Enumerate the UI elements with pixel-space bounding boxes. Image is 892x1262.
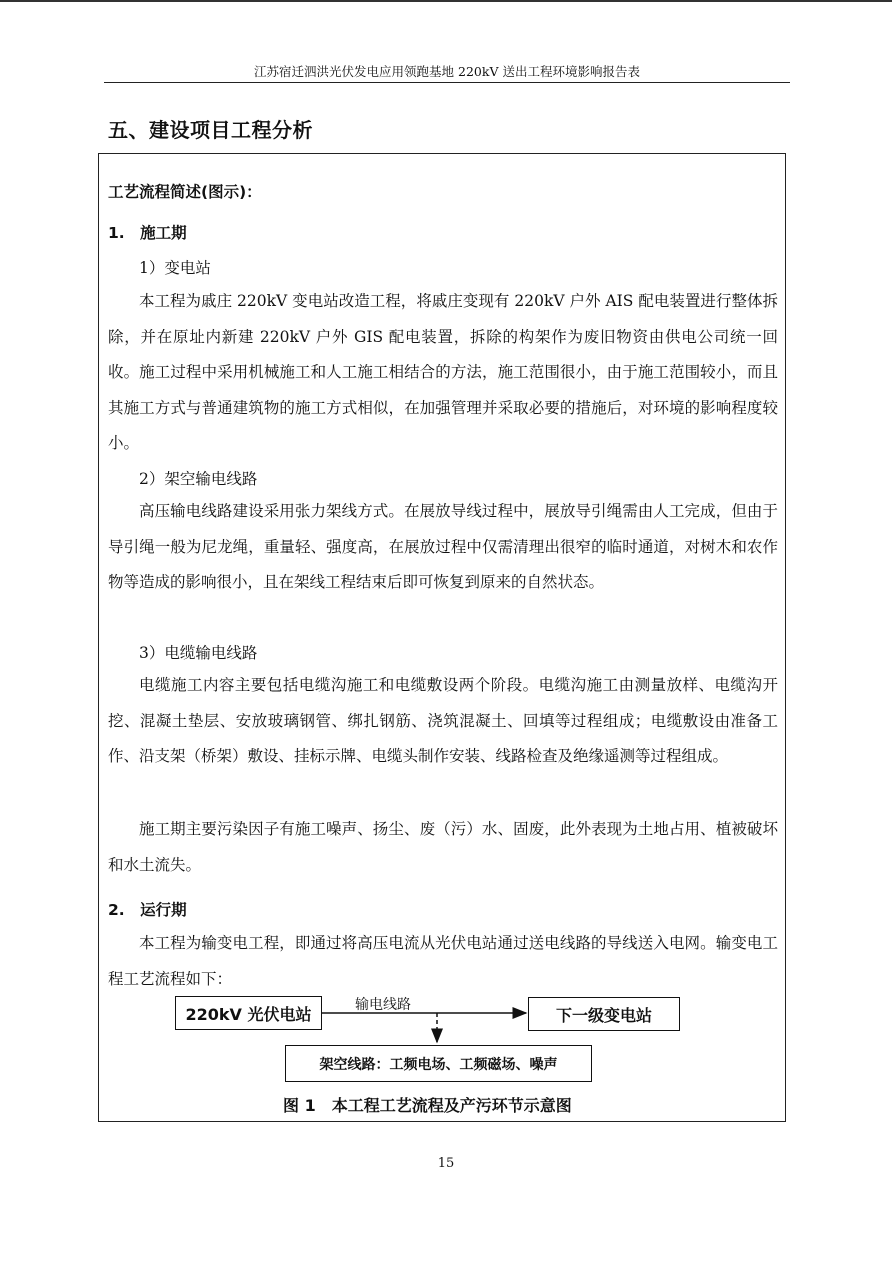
- overhead-impact-box: 架空线路：工频电场、工频磁场、噪声: [285, 1045, 592, 1082]
- pv-station-box: 220kV 光伏电站: [175, 996, 322, 1030]
- substation-subtitle: 1）变电站: [139, 259, 211, 277]
- section-title: 五、建设项目工程分析: [108, 118, 313, 142]
- overhead-line-subtitle: 2）架空输电线路: [139, 470, 258, 488]
- figure-caption: 图 1 本工程工艺流程及产污环节示意图: [283, 1096, 572, 1115]
- construction-period-title: 1. 施工期: [108, 224, 187, 242]
- operation-period-title: 2. 运行期: [108, 901, 187, 919]
- process-heading: 工艺流程简述(图示)：: [108, 183, 262, 201]
- overhead-line-paragraph: 高压输电线路建设采用张力架线方式。在展放导线过程中，展放导引绳需由人工完成，但由于导引绳一般为尼龙绳，重量轻、强度高，在展放过程中仅需清理出很窄的临时通道，对树木和农作物等造成的影响很小，且在架线工程结束后即可恢复到原来的自然状态。: [108, 502, 778, 592]
- next-substation-box: 下一级变电站: [528, 997, 680, 1031]
- document-header: 江苏宿迁泗洪光伏发电应用领跑基地 220kV 送出工程环境影响报告表: [254, 64, 640, 79]
- substation-paragraph: 本工程为戚庄 220kV 变电站改造工程，将戚庄变现有 220kV 户外 AIS 配电装置进行整体拆除，并在原址内新建 220kV 户外 GIS 配电装置，拆除的构架作为废旧物资由供电公司统一回收。施工过程中采用机械施工和人工施工相结合的方法，施工范围很小，由于施工范围较小，而且其施工方式与普通建筑物的施工方式相似，在加强管理并采取必要的措施后，对环境的影响程度较小。: [108, 292, 778, 453]
- operation-paragraph: 本工程为输变电工程，即通过将高压电流从光伏电站通过送电线路的导线送入电网。输变电工程工艺流程如下：: [108, 934, 778, 988]
- cable-line-subtitle: 3）电缆输电线路: [139, 644, 258, 662]
- page-number: 15: [437, 1156, 455, 1171]
- transmission-line-label: 输电线路: [355, 997, 411, 1013]
- construction-pollution-paragraph: 施工期主要污染因子有施工噪声、扬尘、废（污）水、固废，此外表现为土地占用、植被破坏和水土流失。: [108, 820, 778, 874]
- cable-line-paragraph: 电缆施工内容主要包括电缆沟施工和电缆敷设两个阶段。电缆沟施工由测量放样、电缆沟开挖、混凝土垫层、安放玻璃钢管、绑扎钢筋、浇筑混凝土、回填等过程组成；电缆敷设由准备工作、沿支架（桥架）敷设、挂标示牌、电缆头制作安装、线路检查及绝缘遥测等过程组成。: [108, 676, 778, 766]
